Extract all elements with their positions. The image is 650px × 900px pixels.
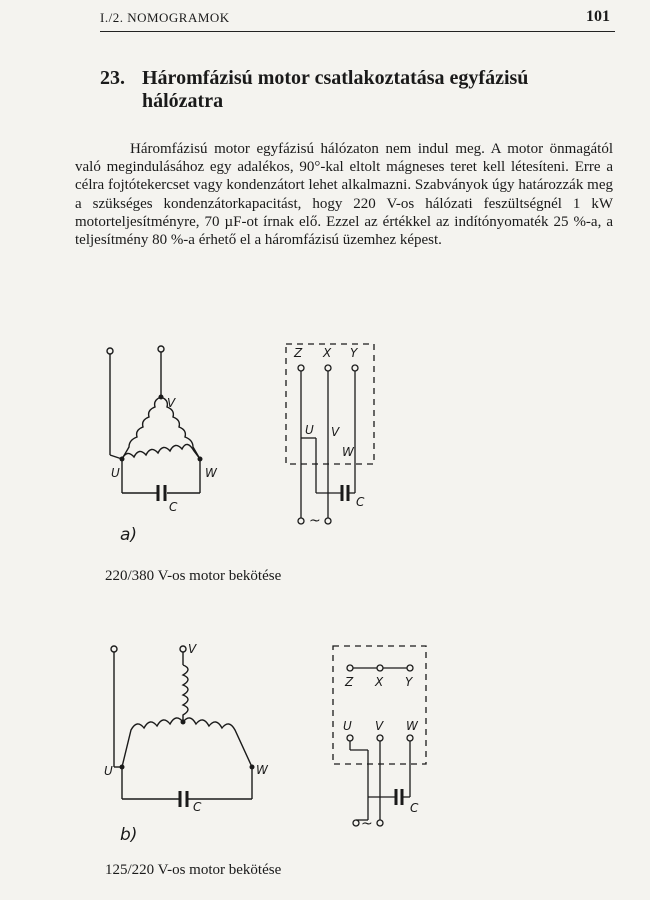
header-rule bbox=[100, 31, 615, 32]
label-c: C bbox=[193, 800, 202, 812]
figure-b-terminal-box bbox=[328, 640, 433, 835]
label-v: V bbox=[167, 396, 176, 410]
section-number: 23. bbox=[100, 67, 125, 89]
body-paragraph bbox=[75, 140, 613, 249]
box-label-c: C bbox=[410, 801, 419, 815]
paragraph-text: Háromfázisú motor egyfázisú hálózaton nem indul meg. A motor önmagától való megindulásához egy adalékos, 90°-kal eltolt mágneses teret kell létesíteni. Erre a célra fojtótekercset vagy kondenzátort lehet alkalmazni. Szabványok úgy határozzák meg a szükséges kondenzátorkapacitást, hogy 220 V-os hálózati feszültségnél 1 kW motorteljesítményre, 70 µF-ot írnak elő. Ezzel az értékkel az indítónyomaték 25 %-a, a teljesítmény 80 %-a érhető el a háromfázisú üzemhez képest. bbox=[75, 141, 613, 249]
label-u: U bbox=[111, 466, 120, 480]
box-label-v: V bbox=[331, 425, 340, 439]
box-label-x: X bbox=[375, 675, 384, 689]
page-header bbox=[100, 8, 610, 30]
box-label-u: U bbox=[305, 423, 314, 437]
box-label-u: U bbox=[343, 719, 352, 733]
box-label-z: Z bbox=[294, 346, 303, 360]
figure-a-terminal-box bbox=[280, 338, 380, 533]
figure-b-caption: 125/220 V-os motor bekötése bbox=[105, 862, 282, 878]
box-label-z: Z bbox=[345, 675, 354, 689]
label-w: W bbox=[205, 466, 217, 480]
figure-a-delta-diagram bbox=[95, 335, 225, 520]
page-number: 101 bbox=[586, 8, 610, 25]
figure-a-label: a) bbox=[120, 525, 138, 545]
box-label-y: Y bbox=[350, 346, 358, 360]
figure-b-star-diagram bbox=[100, 637, 280, 812]
figure-b-label: b) bbox=[120, 825, 138, 845]
box-label-tilde: ~ bbox=[361, 816, 373, 832]
box-label-c: C bbox=[356, 495, 365, 509]
section-title bbox=[100, 67, 615, 113]
box-label-x: X bbox=[323, 346, 332, 360]
label-c: C bbox=[169, 500, 178, 514]
box-label-w: W bbox=[342, 445, 354, 459]
label-u: U bbox=[104, 764, 113, 778]
box-label-w: W bbox=[406, 719, 418, 733]
label-w: W bbox=[256, 763, 268, 777]
label-v: V bbox=[188, 642, 197, 656]
box-label-v: V bbox=[375, 719, 384, 733]
box-label-y: Y bbox=[405, 675, 413, 689]
section-title-line1: Háromfázisú motor csatlakoztatása egyfázisú bbox=[142, 67, 529, 89]
box-label-tilde: ~ bbox=[309, 513, 321, 529]
running-head: I./2. NOMOGRAMOK bbox=[100, 10, 230, 25]
figure-a-caption: 220/380 V-os motor bekötése bbox=[105, 568, 282, 584]
section-title-line2: hálózatra bbox=[142, 90, 224, 112]
